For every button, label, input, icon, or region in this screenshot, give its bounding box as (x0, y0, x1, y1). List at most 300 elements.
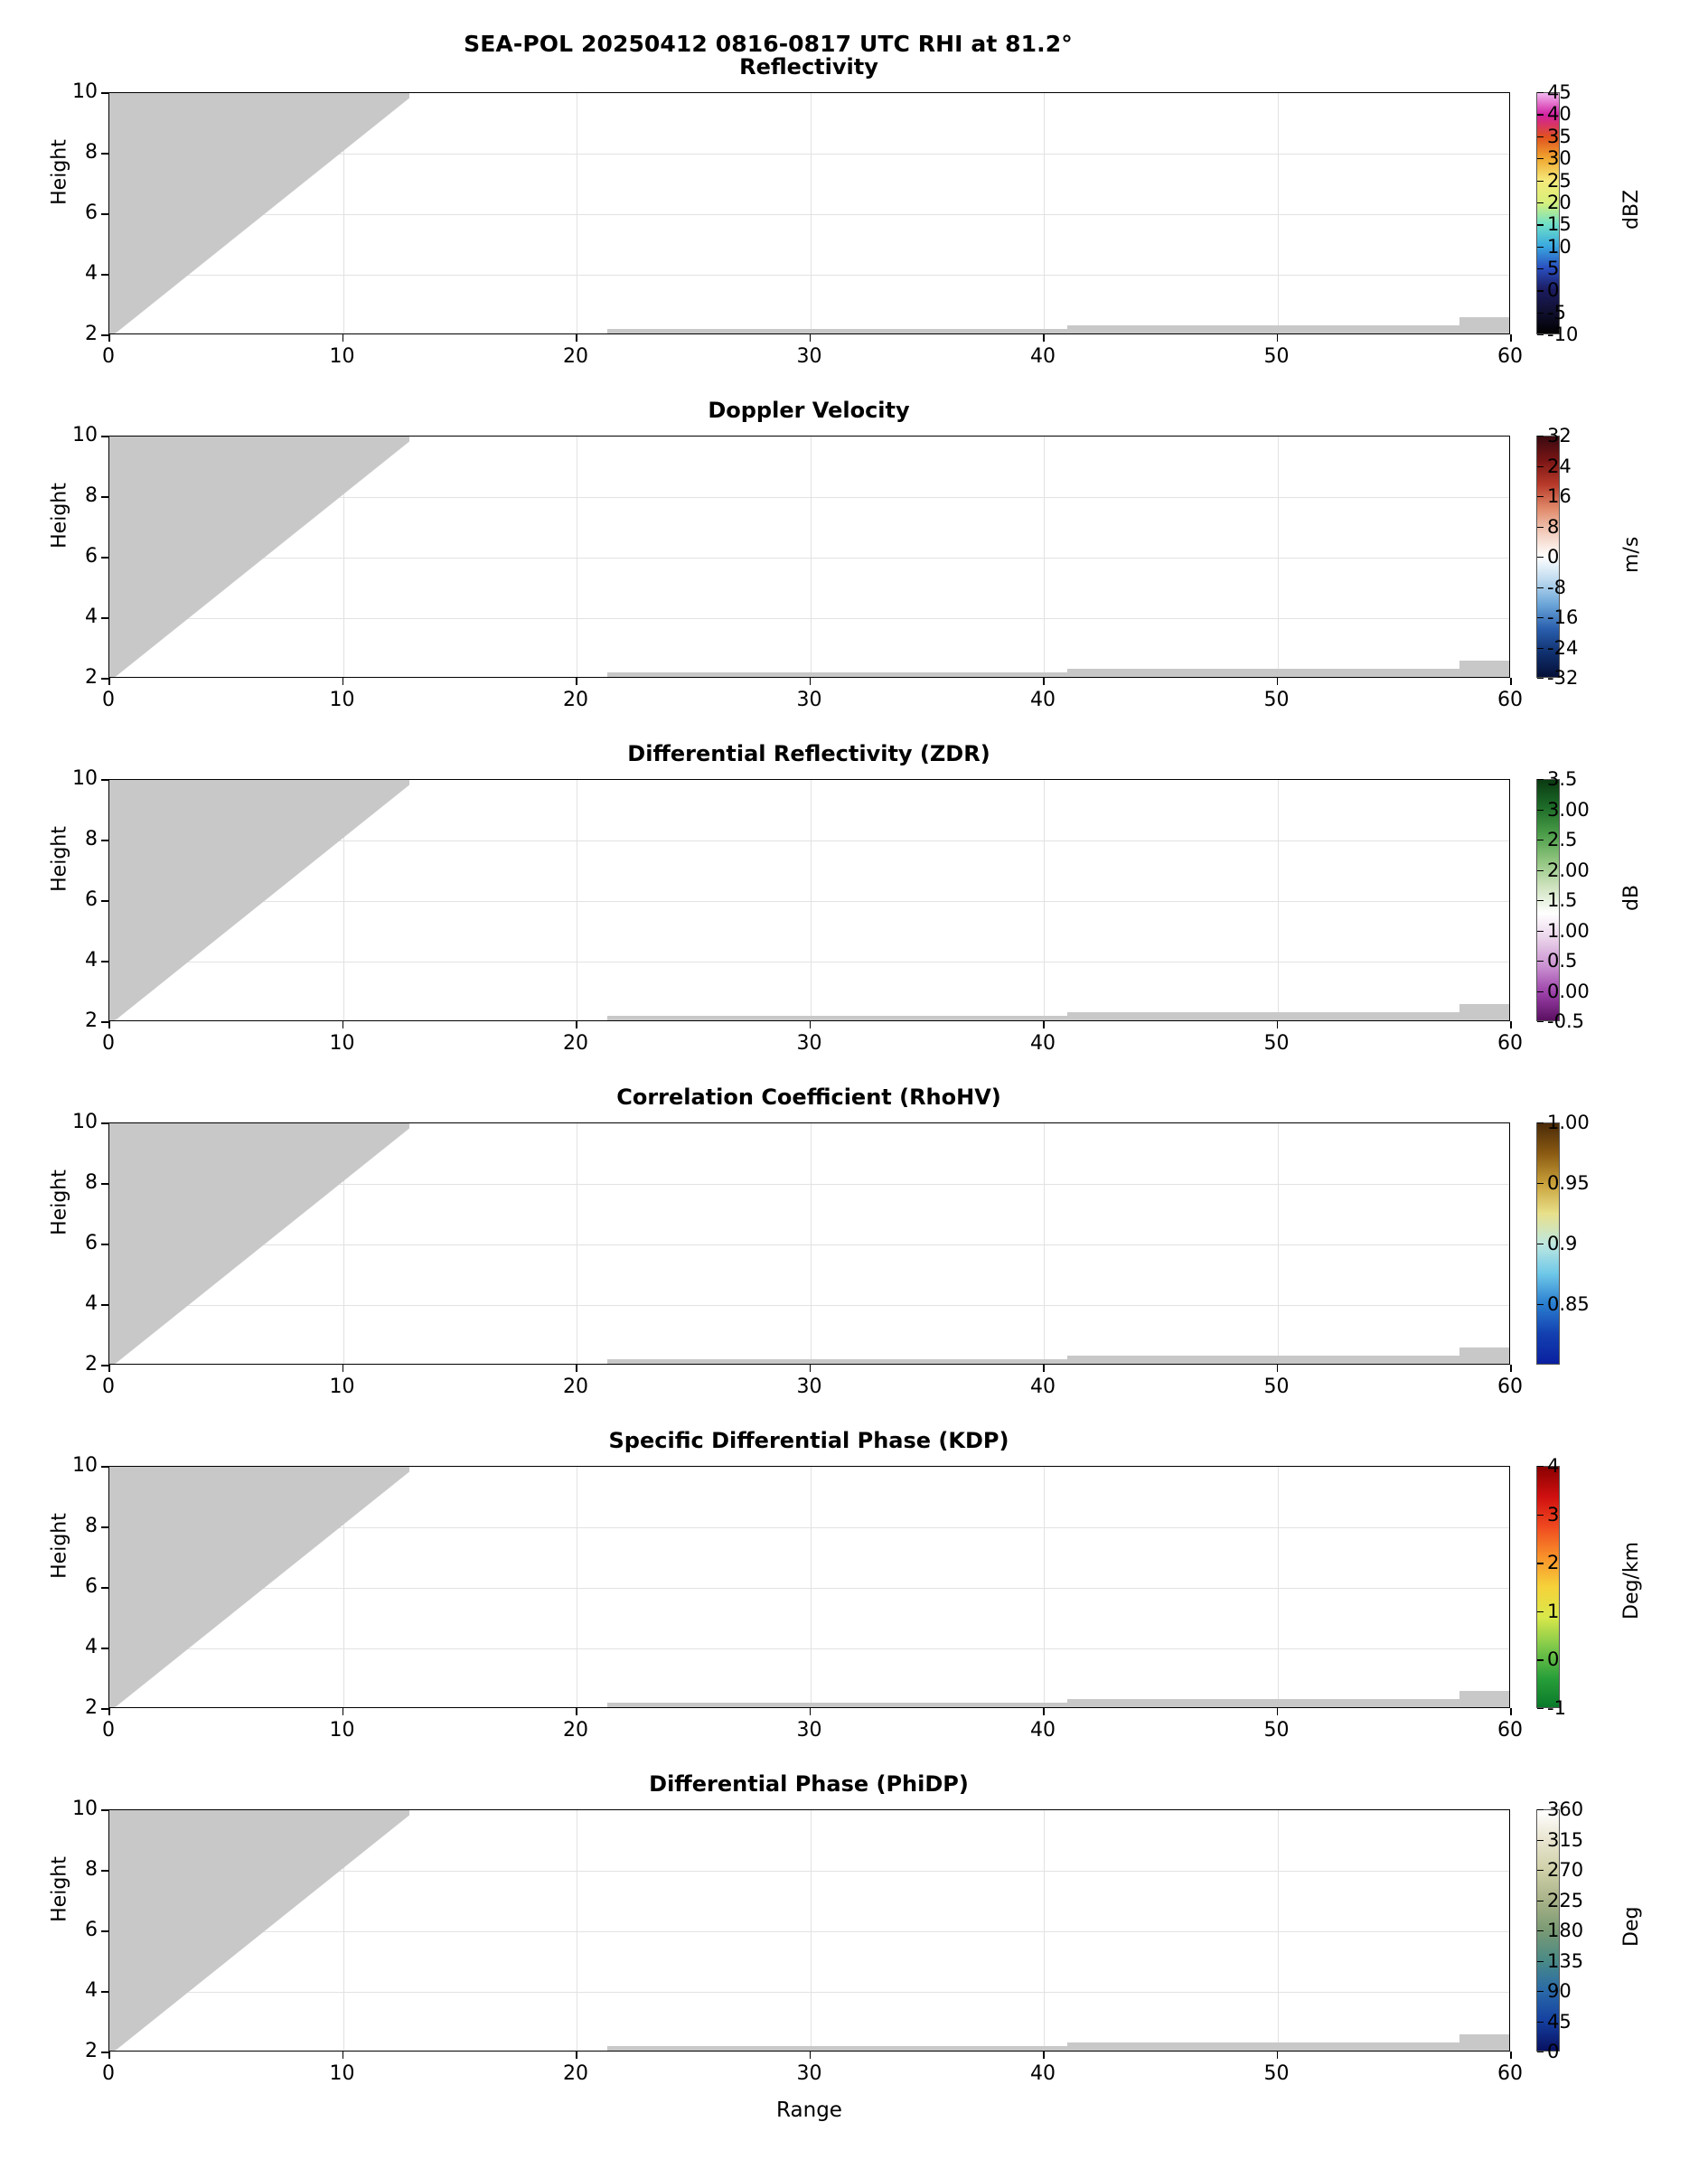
x-tick-label: 10 (329, 1719, 355, 1742)
colorbar-tick-mark (1537, 224, 1544, 225)
colorbar-tick-label: 90 (1547, 1980, 1572, 2002)
y-tick-mark (101, 1304, 108, 1306)
y-tick-label: 8 (85, 1171, 98, 1194)
y-axis-label: Height (48, 139, 71, 205)
gridline-vertical (811, 780, 812, 1020)
colorbar-tick-label: 2.5 (1547, 829, 1578, 850)
colorbar-tick-mark (1537, 1515, 1544, 1516)
y-tick-mark (101, 1466, 108, 1468)
colorbar-tick-label: -32 (1547, 667, 1579, 689)
x-tick-mark (1043, 1365, 1045, 1372)
x-tick-mark (1510, 2052, 1512, 2059)
y-tick-mark (101, 334, 108, 336)
colorbar-tick-label: 45 (1547, 2010, 1572, 2033)
y-tick-mark (101, 92, 108, 94)
colorbar-tick-mark (1537, 1809, 1544, 1810)
colorbar-tick-label: -16 (1547, 606, 1579, 628)
y-tick-mark (101, 840, 108, 841)
x-tick-mark (343, 1365, 344, 1372)
colorbar-tick-label: 16 (1547, 485, 1572, 507)
x-tick-mark (576, 2052, 577, 2059)
y-tick-mark (101, 1809, 108, 1811)
y-tick-mark (101, 1021, 108, 1023)
x-tick-mark (1510, 678, 1512, 685)
y-tick-mark (101, 617, 108, 619)
colorbar-tick-label: 35 (1547, 125, 1572, 147)
colorbar-tick-mark (1537, 313, 1544, 314)
y-axis-label: Height (48, 1169, 71, 1235)
y-tick-label: 6 (85, 545, 98, 568)
gridline-vertical (1278, 1467, 1279, 1707)
masked-data-band-3 (1459, 1691, 1510, 1708)
colorbar-tick-label: 225 (1547, 1889, 1584, 1911)
y-tick-label: 6 (85, 1232, 98, 1254)
y-tick-label: 4 (85, 262, 98, 285)
colorbar-tick-mark (1537, 931, 1544, 932)
colorbar-label: m/s (1620, 536, 1643, 573)
colorbar-tick-mark (1537, 1961, 1544, 1962)
x-tick-mark (1043, 2052, 1045, 2059)
colorbar-tick-mark (1537, 466, 1544, 467)
colorbar-tick-mark (1537, 1183, 1544, 1184)
x-tick-label: 0 (102, 1719, 115, 1742)
colorbar-tick-label: -10 (1547, 324, 1579, 345)
colorbar-tick-mark (1537, 779, 1544, 780)
panel-title: Specific Differential Phase (KDP) (608, 1428, 1009, 1453)
y-tick-label: 8 (85, 1858, 98, 1881)
x-tick-label: 10 (329, 689, 355, 711)
x-tick-label: 0 (102, 1032, 115, 1055)
colorbar-tick-label: 0.85 (1547, 1293, 1590, 1315)
x-tick-mark (1043, 1021, 1045, 1028)
gridline-vertical (1278, 1123, 1279, 1364)
x-tick-mark (1277, 1365, 1279, 1372)
plot-area (108, 436, 1510, 678)
y-tick-label: 2 (85, 1353, 98, 1376)
colorbar-tick-mark (1537, 870, 1544, 871)
x-tick-label: 0 (102, 1376, 115, 1398)
x-tick-label: 30 (796, 689, 822, 711)
y-tick-mark (101, 1587, 108, 1589)
masked-data-band-1 (607, 2046, 1067, 2052)
colorbar-tick-mark (1537, 991, 1544, 992)
y-tick-label: 10 (72, 767, 98, 790)
colorbar-tick-label: 32 (1547, 425, 1572, 446)
masked-data-band-2 (1067, 325, 1459, 334)
panel-title: Doppler Velocity (708, 398, 910, 423)
colorbar-tick-mark (1537, 1122, 1544, 1123)
colorbar-tick-label: 0 (1547, 2041, 1560, 2062)
y-tick-label: 6 (85, 1919, 98, 1941)
gridline-vertical (1044, 1123, 1045, 1364)
x-tick-label: 30 (796, 2062, 822, 2085)
x-tick-mark (108, 1365, 110, 1372)
gridline-vertical (1278, 93, 1279, 333)
y-tick-mark (101, 1122, 108, 1124)
colorbar-tick-mark (1537, 1840, 1544, 1841)
colorbar-tick-label: -0.5 (1547, 1010, 1584, 1032)
y-axis-label: Height (48, 1856, 71, 1922)
colorbar-tick-label: 180 (1547, 1920, 1584, 1941)
x-tick-mark (576, 678, 577, 685)
x-tick-mark (810, 334, 812, 342)
y-tick-mark (101, 1526, 108, 1528)
colorbar-tick-label: 0.5 (1547, 950, 1578, 972)
masked-data-band-2 (1067, 1699, 1459, 1708)
y-tick-label: 8 (85, 484, 98, 507)
masked-data-band-1 (607, 1016, 1067, 1021)
x-tick-mark (1510, 1365, 1512, 1372)
y-axis-label: Height (48, 483, 71, 549)
colorbar-label: dBZ (1620, 189, 1643, 230)
colorbar-tick-label: 1 (1547, 1600, 1560, 1622)
x-tick-mark (576, 1708, 577, 1715)
colorbar-tick-mark (1537, 181, 1544, 182)
x-tick-mark (576, 1021, 577, 1028)
colorbar-tick-mark (1537, 678, 1544, 679)
y-tick-mark (101, 1244, 108, 1245)
x-tick-label: 10 (329, 1376, 355, 1398)
colorbar-tick-mark (1537, 496, 1544, 497)
y-tick-mark (101, 274, 108, 276)
colorbar-tick-label: -24 (1547, 636, 1579, 659)
y-tick-label: 4 (85, 949, 98, 972)
colorbar-tick-mark (1537, 334, 1544, 335)
y-tick-mark (101, 557, 108, 559)
colorbar-label: Deg (1620, 1906, 1643, 1947)
masked-data-band-3 (1459, 661, 1510, 678)
colorbar-tick-label: 4 (1547, 1455, 1560, 1477)
colorbar-tick-label: 2 (1547, 1552, 1560, 1574)
colorbar-tick-label: 10 (1547, 235, 1572, 258)
y-tick-mark (101, 1183, 108, 1185)
x-tick-label: 30 (796, 345, 822, 368)
x-tick-mark (1277, 334, 1279, 342)
y-tick-mark (101, 436, 108, 437)
x-tick-mark (810, 678, 812, 685)
colorbar-tick-mark (1537, 247, 1544, 248)
gridline-vertical (1044, 1810, 1045, 2051)
x-tick-mark (108, 1708, 110, 1715)
x-tick-label: 30 (796, 1376, 822, 1398)
colorbar-tick-label: 1.00 (1547, 1112, 1590, 1133)
masked-data-band-3 (1459, 1004, 1510, 1021)
masked-data-band-3 (1459, 317, 1510, 334)
x-tick-label: 50 (1263, 1719, 1290, 1742)
y-tick-label: 10 (72, 424, 98, 446)
gridline-horizontal (109, 1244, 1509, 1245)
x-tick-mark (343, 678, 344, 685)
gridline-horizontal (109, 1648, 1509, 1649)
masked-data-band-3 (1459, 2034, 1510, 2052)
colorbar-tick-label: 2.00 (1547, 859, 1590, 881)
colorbar-tick-label: 24 (1547, 455, 1572, 477)
gridline-horizontal (109, 558, 1509, 559)
x-tick-label: 20 (563, 1719, 588, 1742)
x-tick-label: 10 (329, 2062, 355, 2085)
x-tick-mark (1043, 1708, 1045, 1715)
x-tick-label: 0 (102, 2062, 115, 2085)
colorbar-tick-label: 25 (1547, 169, 1572, 192)
colorbar-tick-mark (1537, 290, 1544, 291)
gridline-vertical (1278, 1810, 1279, 2051)
gridline-vertical (1044, 437, 1045, 677)
colorbar-tick-label: 15 (1547, 213, 1572, 236)
colorbar-tick-label: 135 (1547, 1949, 1584, 1972)
y-tick-label: 2 (85, 323, 98, 345)
x-tick-mark (343, 1021, 344, 1028)
y-tick-label: 2 (85, 2040, 98, 2062)
plot-area (108, 1466, 1510, 1708)
x-tick-label: 40 (1030, 1032, 1056, 1055)
x-tick-label: 0 (102, 345, 115, 368)
figure-suptitle: SEA-POL 20250412 0816-0817 UTC RHI at 81.2° (464, 31, 1073, 57)
y-tick-label: 2 (85, 1696, 98, 1719)
x-tick-label: 30 (796, 1719, 822, 1742)
y-tick-label: 6 (85, 888, 98, 911)
colorbar-tick-mark (1537, 158, 1544, 159)
plot-area (108, 779, 1510, 1021)
x-tick-mark (1277, 2052, 1279, 2059)
x-tick-mark (343, 334, 344, 342)
colorbar-tick-label: 360 (1547, 1798, 1584, 1820)
colorbar-tick-label: 3 (1547, 1503, 1560, 1526)
colorbar-tick-label: -5 (1547, 301, 1566, 324)
x-tick-label: 20 (563, 1376, 588, 1398)
y-tick-label: 8 (85, 828, 98, 850)
colorbar-tick-label: 0.95 (1547, 1172, 1590, 1194)
y-tick-mark (101, 496, 108, 498)
y-tick-mark (101, 1870, 108, 1872)
y-tick-label: 8 (85, 1515, 98, 1537)
colorbar-tick-mark (1537, 268, 1544, 269)
y-tick-mark (101, 779, 108, 781)
gridline-vertical (1278, 437, 1279, 677)
colorbar-tick-label: 45 (1547, 81, 1572, 103)
colorbar-tick-label: 1.5 (1547, 889, 1578, 911)
panel-title: Differential Reflectivity (ZDR) (627, 741, 990, 766)
panel-2 (0, 398, 1708, 711)
colorbar-tick-mark (1537, 1870, 1544, 1871)
colorbar-tick-mark (1537, 587, 1544, 588)
colorbar-tick-label: 315 (1547, 1828, 1584, 1851)
panel-title: Reflectivity (739, 54, 878, 80)
colorbar-tick-label: 270 (1547, 1859, 1584, 1881)
panel-title: Differential Phase (PhiDP) (649, 1771, 969, 1797)
gridline-horizontal (109, 1305, 1509, 1306)
x-tick-label: 60 (1497, 1032, 1523, 1055)
x-tick-mark (810, 1708, 812, 1715)
y-axis-label: Height (48, 826, 71, 892)
y-tick-mark (101, 2052, 108, 2053)
x-tick-label: 60 (1497, 689, 1523, 711)
colorbar-tick-mark (1537, 961, 1544, 962)
x-tick-mark (108, 1021, 110, 1028)
y-tick-mark (101, 961, 108, 962)
gridline-vertical (811, 1467, 812, 1707)
colorbar-tick-mark (1537, 114, 1544, 115)
x-tick-label: 60 (1497, 1719, 1523, 1742)
colorbar-tick-label: 0 (1547, 1648, 1560, 1671)
x-tick-mark (1510, 334, 1512, 342)
panel-1 (0, 54, 1708, 368)
x-tick-mark (108, 2052, 110, 2059)
y-tick-label: 2 (85, 666, 98, 689)
y-tick-label: 10 (72, 1111, 98, 1133)
colorbar-tick-mark (1537, 1991, 1544, 1992)
x-tick-label: 60 (1497, 345, 1523, 368)
y-tick-mark (101, 1930, 108, 1932)
x-tick-mark (1277, 1021, 1279, 1028)
x-tick-label: 40 (1030, 1376, 1056, 1398)
masked-data-band-1 (607, 329, 1067, 334)
gridline-horizontal (109, 1588, 1509, 1589)
gridline-vertical (811, 1123, 812, 1364)
x-tick-label: 10 (329, 1032, 355, 1055)
colorbar-tick-mark (1537, 136, 1544, 137)
x-tick-label: 50 (1263, 2062, 1290, 2085)
plot-area (108, 1809, 1510, 2052)
y-tick-mark (101, 1991, 108, 1993)
gridline-vertical (811, 1810, 812, 2051)
masked-data-band-2 (1067, 1356, 1459, 1365)
masked-data-band-2 (1067, 1012, 1459, 1021)
x-tick-label: 40 (1030, 1719, 1056, 1742)
panel-4 (0, 1084, 1708, 1398)
x-tick-mark (576, 334, 577, 342)
y-tick-mark (101, 213, 108, 215)
x-tick-mark (810, 1365, 812, 1372)
colorbar-label: dB (1620, 884, 1643, 911)
x-tick-mark (1043, 334, 1045, 342)
y-tick-mark (101, 1648, 108, 1649)
x-tick-mark (343, 1708, 344, 1715)
y-tick-mark (101, 1708, 108, 1710)
y-tick-mark (101, 1365, 108, 1366)
x-tick-label: 40 (1030, 2062, 1056, 2085)
colorbar-tick-mark (1537, 527, 1544, 528)
gridline-vertical (1044, 93, 1045, 333)
colorbar-tick-mark (1537, 1659, 1544, 1660)
y-tick-mark (101, 153, 108, 155)
x-tick-label: 50 (1263, 1376, 1290, 1398)
colorbar-tick-label: 30 (1547, 147, 1572, 170)
panel-5 (0, 1428, 1708, 1742)
x-tick-label: 20 (563, 345, 588, 368)
colorbar-label: Deg/km (1620, 1541, 1643, 1620)
colorbar-tick-mark (1537, 436, 1544, 437)
panel-title: Correlation Coefficient (RhoHV) (616, 1084, 1001, 1110)
x-tick-mark (1277, 1708, 1279, 1715)
x-tick-label: 50 (1263, 689, 1290, 711)
colorbar-tick-mark (1537, 92, 1544, 93)
colorbar-tick-label: 0 (1547, 546, 1560, 568)
masked-data-band-1 (607, 1359, 1067, 1365)
gridline-horizontal (109, 214, 1509, 215)
x-tick-mark (1277, 678, 1279, 685)
masked-data-band-3 (1459, 1347, 1510, 1365)
colorbar-tick-label: 0.00 (1547, 980, 1590, 1002)
x-tick-label: 50 (1263, 1032, 1290, 1055)
y-tick-label: 4 (85, 1292, 98, 1315)
colorbar-tick-mark (1537, 648, 1544, 649)
x-tick-mark (810, 1021, 812, 1028)
x-tick-label: 40 (1030, 345, 1056, 368)
y-tick-mark (101, 900, 108, 902)
y-axis-label: Height (48, 1513, 71, 1579)
x-tick-label: 20 (563, 1032, 588, 1055)
x-tick-mark (576, 1365, 577, 1372)
gridline-vertical (811, 437, 812, 677)
gridline-horizontal (109, 618, 1509, 619)
x-tick-label: 10 (329, 345, 355, 368)
colorbar-tick-mark (1537, 1930, 1544, 1931)
y-tick-mark (101, 678, 108, 680)
plot-area (108, 1122, 1510, 1365)
y-tick-label: 10 (72, 1454, 98, 1477)
colorbar-tick-mark (1537, 1304, 1544, 1305)
x-tick-mark (810, 2052, 812, 2059)
x-tick-label: 60 (1497, 2062, 1523, 2085)
x-tick-mark (1510, 1708, 1512, 1715)
masked-data-band-2 (1067, 2042, 1459, 2052)
x-tick-mark (1510, 1021, 1512, 1028)
colorbar-tick-mark (1537, 1466, 1544, 1467)
colorbar-tick-label: -8 (1547, 576, 1566, 598)
x-tick-mark (108, 678, 110, 685)
panel-6 (0, 1771, 1708, 2085)
gridline-vertical (1044, 780, 1045, 1020)
x-tick-label: 50 (1263, 345, 1290, 368)
gridline-vertical (1044, 1467, 1045, 1707)
colorbar-tick-label: 5 (1547, 257, 1560, 279)
colorbar-tick-mark (1537, 202, 1544, 203)
y-tick-label: 2 (85, 1009, 98, 1032)
x-tick-label: 60 (1497, 1376, 1523, 1398)
panel-3 (0, 741, 1708, 1055)
colorbar-tick-mark (1537, 2022, 1544, 2023)
colorbar-tick-label: 1.00 (1547, 919, 1590, 942)
x-axis-label: Range (776, 2099, 842, 2122)
colorbar-tick-mark (1537, 617, 1544, 618)
colorbar-tick-label: 3.5 (1547, 768, 1578, 790)
y-tick-label: 6 (85, 1575, 98, 1598)
x-tick-mark (108, 334, 110, 342)
plot-area (108, 92, 1510, 334)
x-tick-label: 20 (563, 689, 588, 711)
x-tick-mark (1043, 678, 1045, 685)
y-tick-label: 10 (72, 1798, 98, 1820)
colorbar-tick-label: 0.9 (1547, 1233, 1578, 1254)
gridline-horizontal (109, 275, 1509, 276)
colorbar-tick-label: 20 (1547, 191, 1572, 213)
x-tick-label: 20 (563, 2062, 588, 2085)
x-tick-label: 30 (796, 1032, 822, 1055)
colorbar-tick-mark (1537, 557, 1544, 558)
y-tick-label: 8 (85, 141, 98, 164)
y-tick-label: 6 (85, 202, 98, 224)
colorbar-tick-label: -1 (1547, 1697, 1566, 1719)
colorbar-tick-mark (1537, 1611, 1544, 1612)
gridline-vertical (811, 93, 812, 333)
colorbar-tick-mark (1537, 900, 1544, 901)
colorbar-tick-label: 8 (1547, 515, 1560, 538)
colorbar-tick-label: 3.00 (1547, 798, 1590, 821)
masked-data-band-2 (1067, 669, 1459, 678)
colorbar-tick-mark (1537, 810, 1544, 811)
gridline-vertical (1278, 780, 1279, 1020)
y-tick-label: 4 (85, 1979, 98, 2002)
